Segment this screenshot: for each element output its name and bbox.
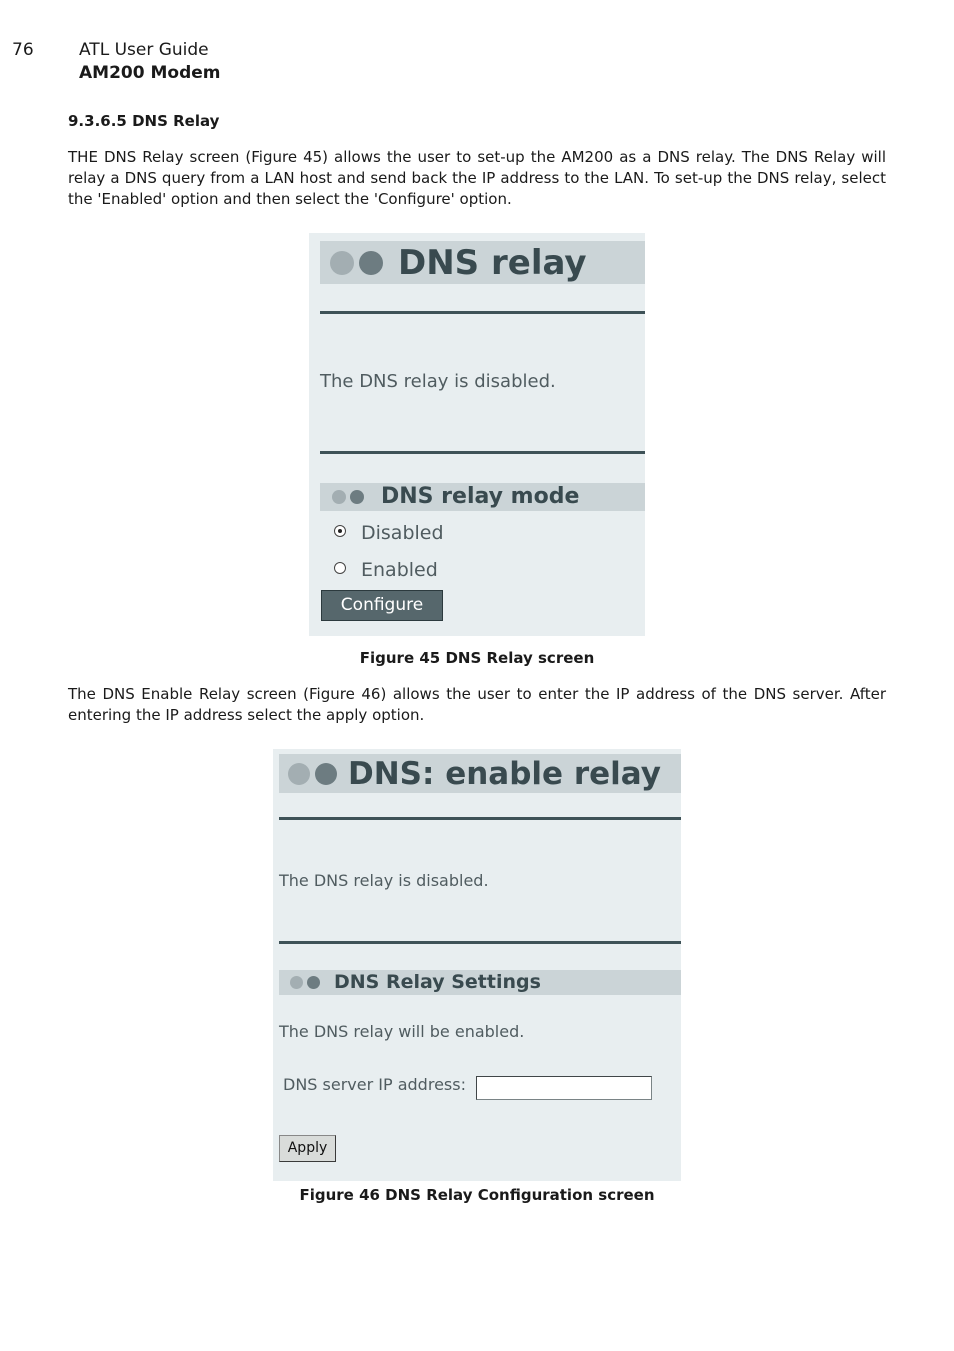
figure-caption: Figure 46 DNS Relay Configuration screen xyxy=(299,1186,655,1204)
bullet-icon xyxy=(288,763,310,785)
radio-selected-dot xyxy=(338,529,342,533)
ip-address-label: DNS server IP address: xyxy=(283,1075,466,1094)
radio-disabled[interactable] xyxy=(334,525,346,537)
figure-caption: Figure 45 DNS Relay screen xyxy=(359,649,595,667)
section-title: DNS relay mode xyxy=(381,484,580,509)
bullet-icon xyxy=(359,251,383,275)
bullet-icon xyxy=(350,490,364,504)
bullet-icon xyxy=(307,976,320,989)
info-text: The DNS relay will be enabled. xyxy=(279,1022,525,1041)
apply-button[interactable]: Apply xyxy=(279,1135,336,1162)
dns-relay-screenshot xyxy=(309,233,645,636)
product-title: AM200 Modem xyxy=(79,63,221,83)
guide-title: ATL User Guide xyxy=(79,40,209,60)
configure-button[interactable]: Configure xyxy=(321,590,443,621)
intro-paragraph: THE DNS Relay screen (Figure 45) allows the user to set-up the AM200 as a DNS relay. The DNS Relay will relay a DNS query from a LAN host and send back the IP address to the LAN. To set-up the DNS relay, select the 'Enabled' option and then select the 'Configure' option. xyxy=(68,148,886,208)
radio-enabled[interactable] xyxy=(334,562,346,574)
radio-label-disabled: Disabled xyxy=(361,522,444,544)
status-text: The DNS relay is disabled. xyxy=(279,871,489,890)
bullet-icon xyxy=(332,490,346,504)
divider xyxy=(320,451,645,454)
bullet-icon xyxy=(315,763,337,785)
page-title: DNS relay xyxy=(398,243,587,283)
radio-label-enabled: Enabled xyxy=(361,559,438,581)
bullet-icon xyxy=(330,251,354,275)
page-title: DNS: enable relay xyxy=(348,756,661,792)
section-heading: 9.3.6.5 DNS Relay xyxy=(68,112,220,130)
dns-server-ip-input[interactable] xyxy=(476,1076,652,1100)
divider xyxy=(320,311,645,314)
status-text: The DNS relay is disabled. xyxy=(320,371,556,392)
description-paragraph: The DNS Enable Relay screen (Figure 46) allows the user to enter the IP address of the DNS server. After entering the IP address select the apply option. xyxy=(68,685,886,724)
section-title: DNS Relay Settings xyxy=(334,971,541,993)
divider xyxy=(279,817,681,820)
dns-enable-relay-screenshot xyxy=(273,749,681,1181)
page-number: 76 xyxy=(12,40,34,60)
divider xyxy=(279,941,681,944)
bullet-icon xyxy=(290,976,303,989)
